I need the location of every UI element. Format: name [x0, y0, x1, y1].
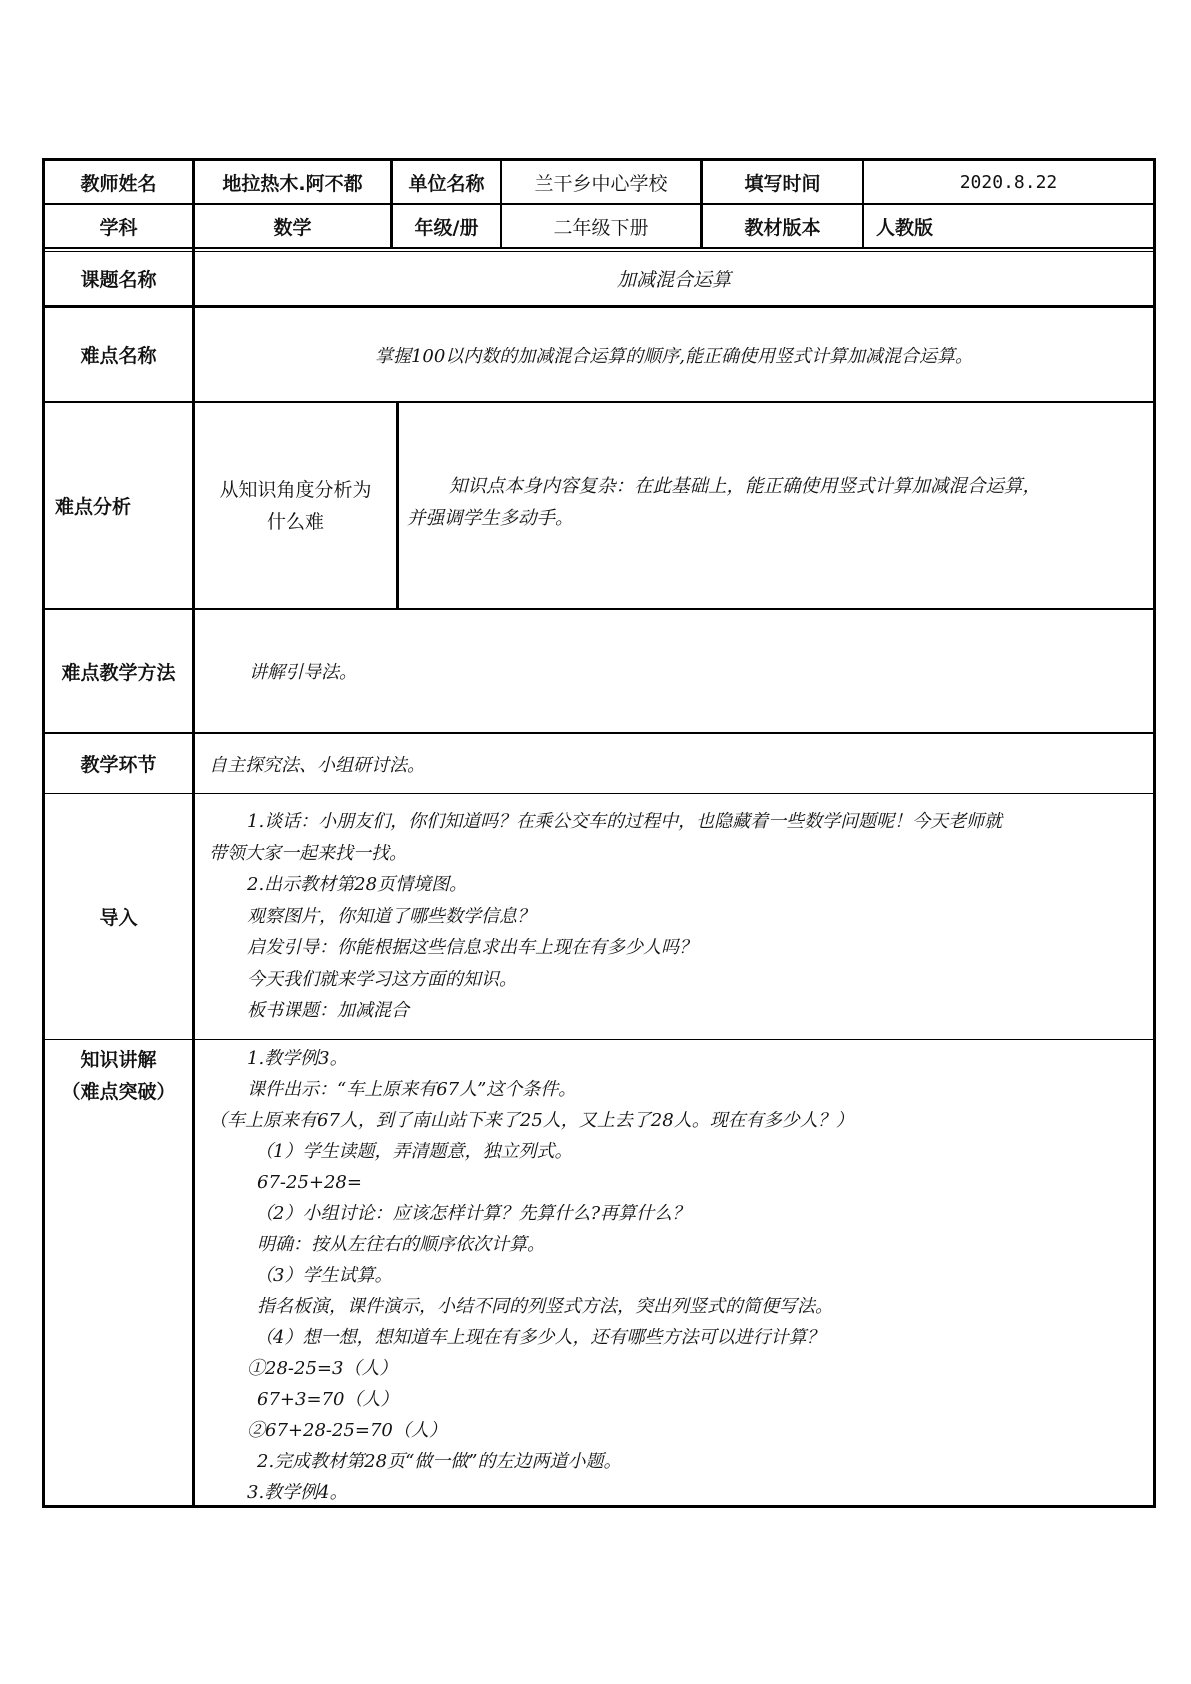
knowledge-line: （3）学生试算。 — [255, 1265, 393, 1286]
intro-line: 启发引导：你能根据这些信息求出车上现在有多少人吗？ — [247, 937, 697, 958]
analysis-text-line: 知识点本身内容复杂：在此基础上，能正确使用竖式计算加减混合运算， — [449, 476, 1042, 497]
intro-line: 带领大家一起来找一找。 — [209, 842, 407, 864]
unit-name-label: 单位名称 — [408, 172, 485, 195]
knowledge-line: ②67+28-25=70（人） — [247, 1420, 447, 1441]
knowledge-line: ①28-25=3（人） — [247, 1358, 398, 1379]
analysis-text — [399, 471, 1153, 534]
knowledge-line: 2.完成教材第28页“做一做”的左边两道小题。 — [257, 1451, 622, 1472]
analysis-text-line: 并强调学生多动手。 — [407, 507, 574, 529]
knowledge-line: （2）小组讨论：应该怎样计算？先算什么?再算什么？ — [255, 1203, 691, 1224]
knowledge-label — [45, 1044, 192, 1108]
table-border — [42, 1039, 1156, 1040]
knowledge-line: 明确：按从左往右的顺序依次计算。 — [257, 1234, 545, 1255]
table-border — [1153, 158, 1156, 1508]
knowledge-line: 指名板演，课件演示，小结不同的列竖式方法，突出列竖式的简便写法。 — [257, 1296, 833, 1317]
fill-date-value: 2020.8.22 — [959, 171, 1058, 193]
knowledge-line: 课件出示：“车上原来有67人”这个条件。 — [247, 1079, 577, 1100]
knowledge-line: 67+3=70（人） — [257, 1389, 399, 1410]
analysis-label: 难点分析 — [55, 496, 132, 518]
intro-line: 1.谈话：小朋友们，你们知道吗？在乘公交车的过程中，也隐藏着一些数学问题呢！今天老师就 — [247, 811, 1003, 832]
intro-line: 2.出示教材第28页情境图。 — [247, 874, 468, 895]
fill-date-label: 填写时间 — [744, 172, 821, 195]
analysis-sublabel-line: 从知识角度分析为 — [219, 478, 372, 501]
topic-label: 课题名称 — [80, 269, 157, 291]
difficulty-label: 难点名称 — [80, 345, 157, 367]
method-label: 难点教学方法 — [61, 661, 176, 684]
table-border — [42, 793, 1156, 794]
topic-value: 加减混合运算 — [616, 269, 731, 291]
intro-line: 观察图片，你知道了哪些数学信息？ — [247, 905, 535, 927]
analysis-sublabel — [195, 403, 396, 608]
edition-label: 教材版本 — [744, 216, 821, 239]
knowledge-text — [195, 1043, 1153, 1508]
intro-line: 板书课题：加减混合 — [247, 1000, 409, 1021]
teacher-name-label: 教师姓名 — [80, 172, 157, 195]
knowledge-line: （4）想一想，想知道车上现在有多少人，还有哪些方法可以进行计算？ — [255, 1327, 825, 1348]
knowledge-line: （1）学生读题，弄清题意，独立列式。 — [255, 1141, 573, 1162]
step-label: 教学环节 — [80, 754, 157, 776]
knowledge-label-line: （难点突破） — [61, 1081, 176, 1103]
teacher-name-value: 地拉热木.阿不都 — [222, 172, 363, 195]
difficulty-value: 掌握100以内数的加减混合运算的顺序,能正确使用竖式计算加减混合运算。 — [374, 345, 974, 367]
knowledge-line: 3.教学例4。 — [247, 1482, 348, 1503]
knowledge-line: 67-25+28= — [257, 1172, 362, 1193]
table-border — [42, 247, 1156, 249]
edition-value: 人教版 — [876, 216, 934, 239]
knowledge-line: （车上原来有67人，到了南山站下来了25人，又上去了28人。现在有多少人？） — [209, 1110, 854, 1131]
intro-label: 导入 — [99, 907, 138, 929]
method-value: 讲解引导法。 — [249, 662, 357, 683]
analysis-sublabel-line: 什么难 — [266, 510, 324, 533]
grade-value: 二年级下册 — [553, 216, 649, 239]
intro-text — [195, 806, 1153, 1027]
unit-name-value: 兰干乡中心学校 — [534, 172, 668, 195]
knowledge-line: 1.教学例3。 — [247, 1048, 348, 1069]
grade-label: 年级/册 — [414, 216, 479, 239]
knowledge-label-line: 知识讲解 — [80, 1049, 157, 1071]
subject-label: 学科 — [99, 216, 138, 239]
step-value: 自主探究法、小组研讨法。 — [209, 754, 425, 776]
subject-value: 数学 — [273, 216, 312, 239]
intro-line: 今天我们就来学习这方面的知识。 — [247, 968, 517, 990]
